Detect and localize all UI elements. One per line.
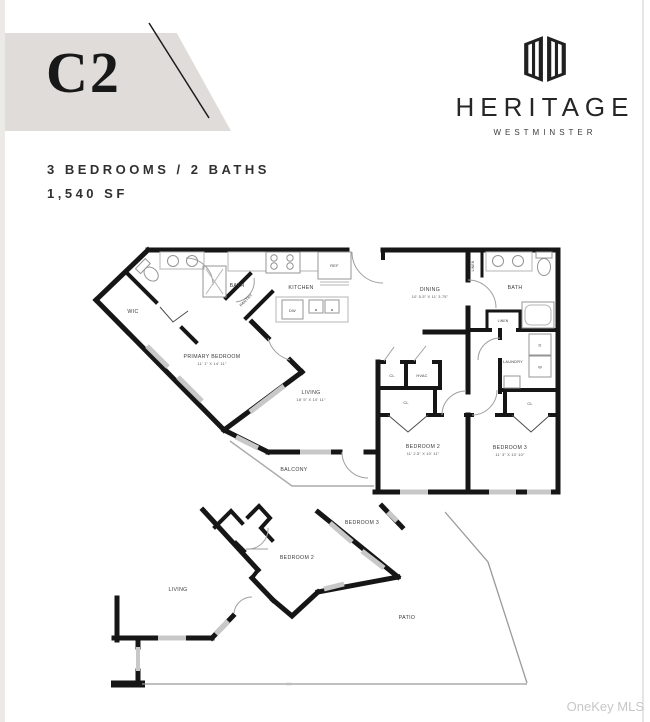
primary-bath-fixtures	[136, 252, 226, 297]
room-label-hvac: HVAC	[416, 373, 428, 378]
patio-outline	[142, 512, 527, 684]
room-label-dining: DINING	[419, 287, 441, 293]
spec-sqft: 1,540 SF	[47, 186, 128, 202]
room-label-bath-primary: BATH	[229, 283, 245, 289]
lower-label-bedroom3: BEDROOM 3	[344, 520, 380, 526]
lower-plan	[111, 506, 527, 684]
shower-icon	[203, 266, 226, 297]
room-dims-bedroom3: 11' 3" X 10' 10"	[495, 452, 525, 457]
lower-label-patio: PATIO	[398, 615, 416, 621]
sink-icon	[513, 256, 524, 267]
room-label-closet-hall: CL	[389, 373, 395, 378]
balcony-rail	[230, 441, 374, 486]
fridge-label: REF	[330, 263, 339, 268]
tub-icon	[522, 302, 554, 328]
lower-label-living: LIVING	[168, 587, 188, 593]
room-label-linen1: LINEN	[471, 260, 475, 272]
lower-walls	[111, 506, 402, 684]
room-dims-primary-bedroom: 11' 1" X 14' 11"	[197, 361, 227, 366]
room-label-primary-bedroom: PRIMARY BEDROOM	[183, 354, 241, 360]
banner-slash	[149, 23, 209, 118]
room-dims-dining: 10' 5.5" X 11' 3.75"	[411, 294, 449, 299]
room-label-kitchen: KITCHEN	[288, 285, 314, 291]
room-label-balcony: BALCONY	[280, 467, 308, 473]
dishwasher-label: DW	[289, 308, 296, 313]
room-label-wic: WIC	[127, 309, 139, 315]
room-dims-bedroom2: 11' 2.5" X 10' 11"	[406, 451, 440, 456]
sink-icon	[493, 256, 504, 267]
mls-watermark: OneKey MLS	[566, 699, 644, 714]
lower-labels	[168, 520, 415, 621]
room-label-bath2: BATH	[507, 285, 523, 291]
brand-name: HERITAGE	[455, 92, 635, 122]
sink-icon	[168, 256, 179, 267]
room-label-bedroom2: BEDROOM 2	[405, 444, 441, 450]
exterior-walls	[96, 250, 558, 492]
unit-code: C2	[46, 40, 121, 105]
room-label-closet-br3: CL	[527, 401, 533, 406]
fridge-icon	[318, 252, 351, 285]
room-label-bedroom3: BEDROOM 3	[492, 445, 528, 451]
sink-icon	[187, 256, 198, 267]
toilet-icon	[536, 252, 552, 276]
lower-label-bedroom2: BEDROOM 2	[279, 555, 315, 561]
toilet-icon	[136, 259, 162, 285]
room-label-closet-br2: CL	[403, 400, 409, 405]
room-label-laundry: LAUNDRY	[503, 359, 523, 364]
kitchen-island	[276, 297, 348, 322]
lower-doors	[234, 528, 268, 613]
room-dims-living: 18' 5" X 10' 11"	[296, 397, 326, 402]
room-labels	[127, 260, 533, 473]
washer-label: W	[538, 364, 542, 370]
dryer-label: D	[538, 342, 542, 348]
room-label-pantry: PANTRY	[238, 292, 254, 308]
room-label-living: LIVING	[301, 390, 321, 396]
stove-icon	[266, 252, 300, 273]
room-label-linen2: LINEN	[497, 319, 509, 323]
utility-sink-icon	[504, 376, 520, 388]
main-plan	[96, 250, 558, 492]
spec-bed-bath: 3 BEDROOMS / 2 BATHS	[47, 162, 270, 177]
brand-subtitle: WESTMINSTER	[493, 128, 597, 137]
